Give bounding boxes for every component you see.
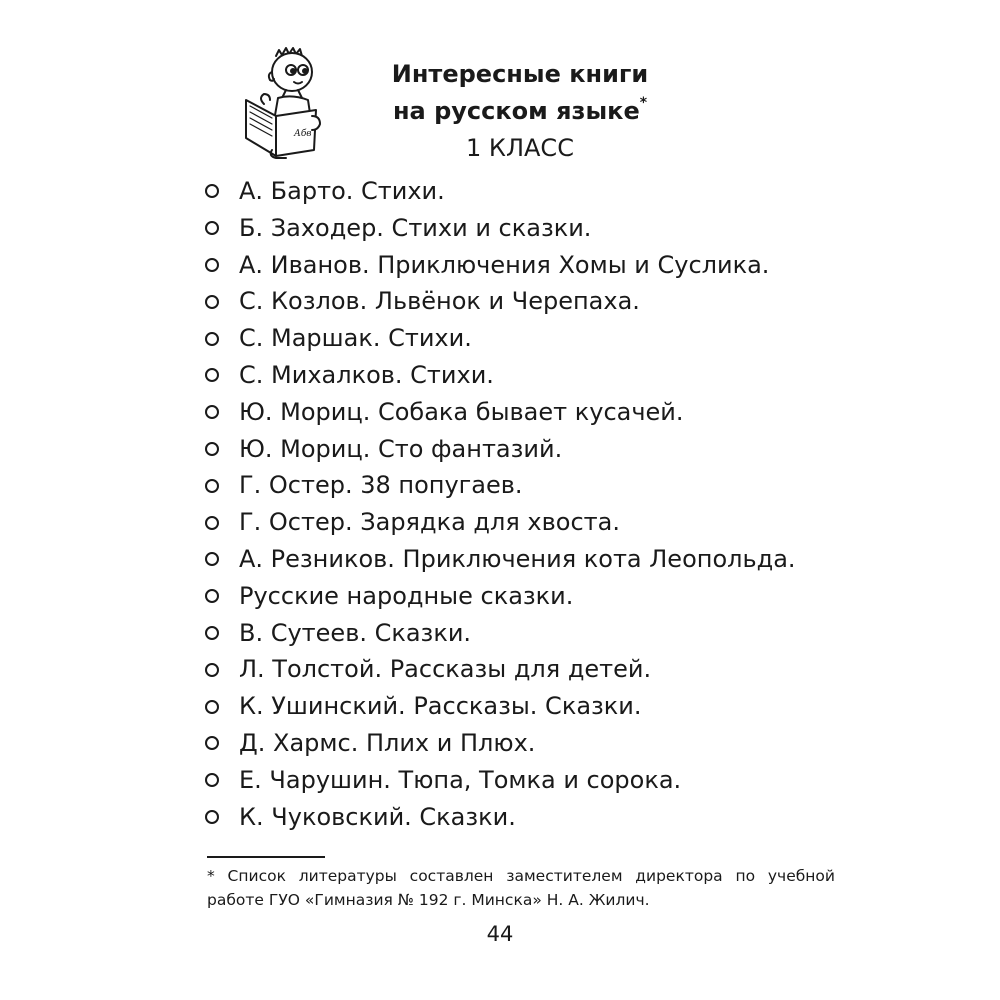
list-item	[205, 283, 796, 320]
list-item	[205, 541, 796, 578]
footnote-marker: *	[639, 95, 648, 111]
list-item	[205, 394, 796, 431]
circle-bullet-icon	[205, 589, 219, 603]
circle-bullet-icon	[205, 221, 219, 235]
book-title: Ю. Мориц. Собака бывает кусачей.	[239, 397, 684, 426]
list-item	[205, 725, 796, 762]
list-item	[205, 247, 796, 284]
grade-label: 1 КЛАСС	[466, 134, 574, 162]
book-title: В. Сутеев. Сказки.	[239, 618, 472, 647]
list-item	[205, 504, 796, 541]
circle-bullet-icon	[205, 552, 219, 566]
circle-bullet-icon	[205, 663, 219, 677]
list-item	[205, 615, 796, 652]
footnote-divider	[207, 856, 325, 858]
list-item	[205, 173, 796, 210]
circle-bullet-icon	[205, 773, 219, 787]
list-item	[205, 578, 796, 615]
list-item	[205, 357, 796, 394]
circle-bullet-icon	[205, 442, 219, 456]
book-title: А. Барто. Стихи.	[239, 177, 445, 205]
book-title: К. Чуковский. Сказки.	[239, 802, 516, 831]
circle-bullet-icon	[205, 479, 219, 493]
page-number: 44	[486, 922, 514, 946]
circle-bullet-icon	[205, 810, 219, 824]
book-title: С. Козлов. Львёнок и Черепаха.	[239, 287, 640, 316]
boy-reading-book-icon	[242, 42, 334, 160]
list-item	[205, 210, 796, 247]
title-line-1: Интересные книги	[391, 60, 649, 88]
list-item	[205, 431, 796, 468]
book-title: Л. Толстой. Рассказы для детей.	[239, 655, 652, 684]
list-item	[205, 799, 796, 836]
footnote: * Список литературы составлен заместителем директора по учебной работе ГУО «Гимназия № 192 г. Минска» Н. А. Жилич.	[207, 867, 835, 909]
book-title: Г. Остер. 38 попугаев.	[239, 471, 523, 500]
book-title: Г. Остер. Зарядка для хвоста.	[239, 508, 620, 537]
book-title: С. Маршак. Стихи.	[239, 324, 472, 353]
book-list	[205, 173, 796, 835]
list-item	[205, 688, 796, 725]
book-title: А. Резников. Приключения кота Леопольда.	[239, 544, 796, 573]
circle-bullet-icon	[205, 184, 219, 198]
book-title: Е. Чарушин. Тюпа, Томка и сорока.	[239, 765, 682, 794]
circle-bullet-icon	[205, 332, 219, 346]
list-item	[205, 762, 796, 799]
book-title: Д. Хармс. Плих и Плюх.	[239, 728, 536, 757]
circle-bullet-icon	[205, 700, 219, 714]
book-cover-text: Абв	[294, 129, 312, 139]
book-title: С. Михалков. Стихи.	[239, 360, 494, 389]
page-title	[350, 58, 690, 90]
circle-bullet-icon	[205, 516, 219, 530]
circle-bullet-icon	[205, 405, 219, 419]
circle-bullet-icon	[205, 736, 219, 750]
book-title: Б. Заходер. Стихи и сказки.	[239, 213, 592, 242]
list-item	[205, 467, 796, 504]
book-title: А. Иванов. Приключения Хомы и Суслика.	[239, 250, 770, 279]
title-line-2: на русском языке	[392, 97, 640, 125]
circle-bullet-icon	[205, 368, 219, 382]
list-item	[205, 651, 796, 688]
page-title-continued	[350, 90, 690, 127]
book-title: Русские народные сказки.	[239, 581, 574, 610]
circle-bullet-icon	[205, 626, 219, 640]
circle-bullet-icon	[205, 295, 219, 309]
circle-bullet-icon	[205, 258, 219, 272]
list-item	[205, 320, 796, 357]
book-title: К. Ушинский. Рассказы. Сказки.	[239, 692, 642, 721]
book-title: Ю. Мориц. Сто фантазий.	[239, 434, 563, 463]
